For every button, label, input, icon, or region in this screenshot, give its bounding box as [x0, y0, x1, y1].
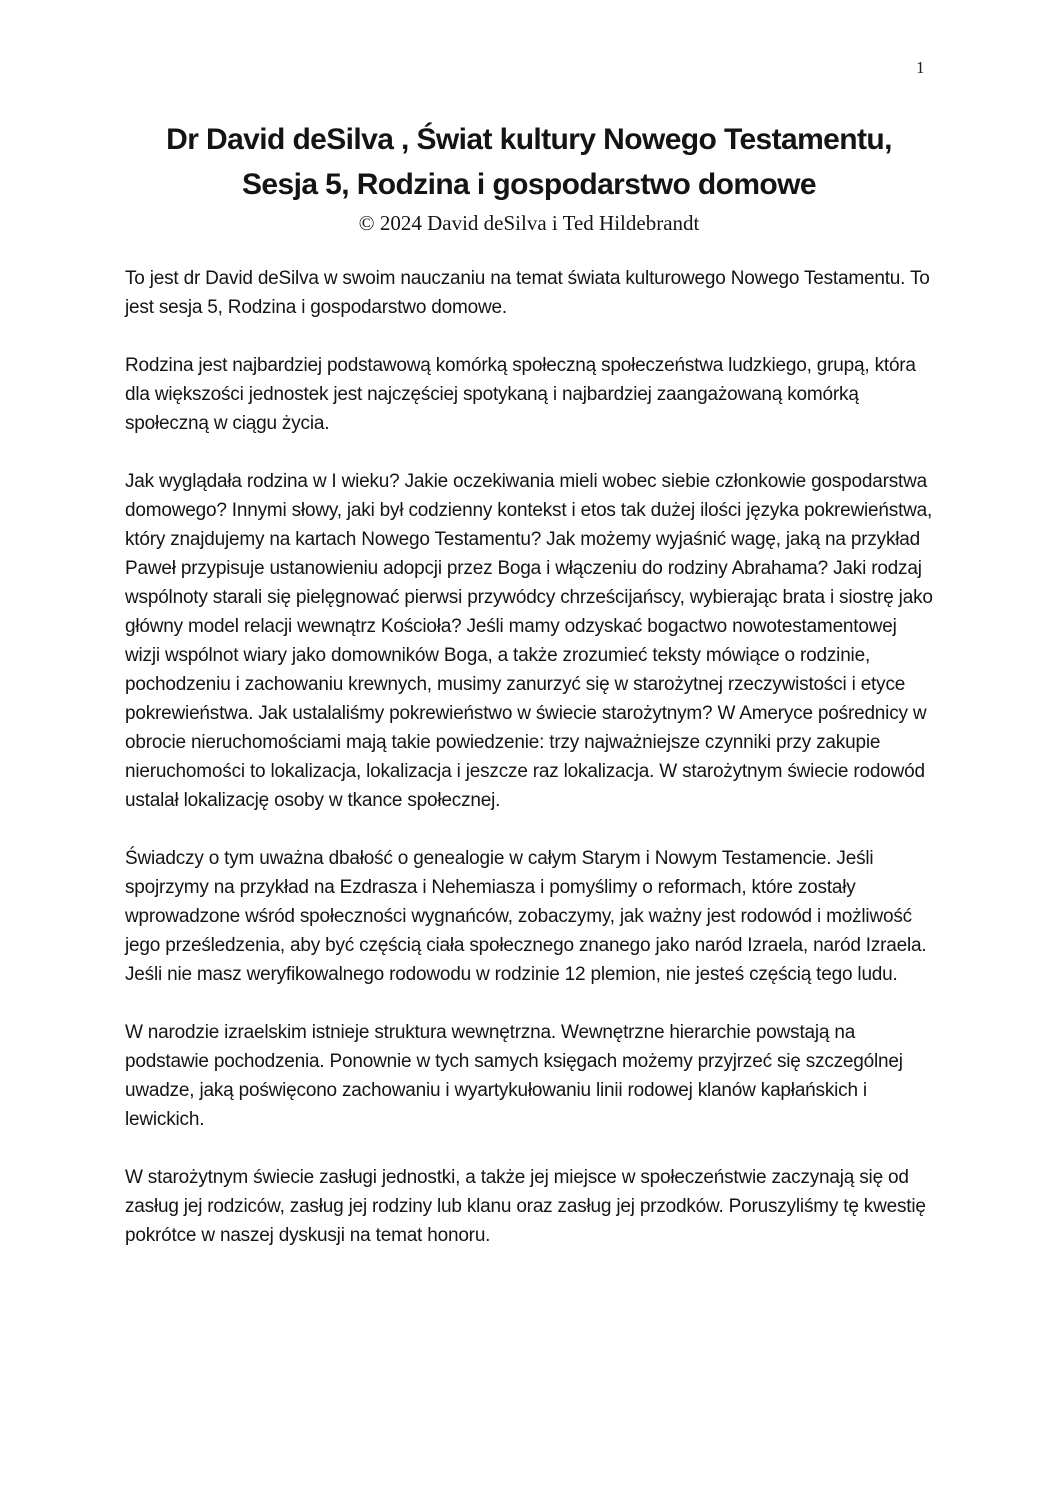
- paragraph-ancient-merit: W starożytnym świecie zasługi jednostki, a także jej miejsce w społeczeństwie zaczynają się od zasług jej rodziców, zasług jej rodziny lub klanu oraz zasług jej przodków. Poruszyliśmy tę kwestię pokrótce w naszej dyskusji na temat honoru.: [125, 1167, 926, 1246]
- paragraph-israel-structure: W narodzie izraelskim istnieje struktura wewnętrzna. Wewnętrzne hierarchie powstają na podstawie pochodzenia. Ponownie w tych samych księgach możemy przyjrzeć się szczególnej uwadze, jaką poświęcono zachowaniu i wyartykułowaniu linii rodowej klanów kapłańskich i lewickich.: [125, 1022, 903, 1130]
- page-number: 1: [916, 58, 925, 77]
- paragraph-family-basic-unit: Rodzina jest najbardziej podstawową komórką społeczną społeczeństwa ludzkiego, grupą, która dla większości jednostek jest najczęściej spotykaną i najbardziej zaangażowaną komórką społeczną w ciągu życia.: [125, 355, 916, 434]
- body-text: [125, 264, 933, 1250]
- document-title: Dr David deSilva , Świat kultury Nowego Testamentu, Sesja 5, Rodzina i gospodarstwo domowe: [166, 123, 892, 201]
- paragraph-first-century-family: Jak wyglądała rodzina w I wieku? Jakie oczekiwania mieli wobec siebie członkowie gospodarstwa domowego? Innymi słowy, jaki był codzienny kontekst i etos tak dużej ilości języka pokrewieństwa, który znajdujemy na kartach Nowego Testamentu? Jak możemy wyjaśnić wagę, jaką na przykład Paweł przypisuje ustanowieniu adopcji przez Boga i włączeniu do rodziny Abrahama? Jaki rodzaj wspólnoty starali się pielęgnować pierwsi przywódcy chrześcijańscy, wybierając brata i siostrę jako główny model relacji wewnątrz Kościoła? Jeśli mamy odzyskać bogactwo nowotestamentowej wizji wspólnot wiary jako domowników Boga, a także zrozumieć teksty mówiące o rodzinie, pochodzeniu i zachowaniu krewnych, musimy zanurzyć się w starożytnej rzeczywistości i etyce pokrewieństwa. Jak ustalaliśmy pokrewieństwo w świecie starożytnym? W Ameryce pośrednicy w obrocie nieruchomościami mają takie powiedzenie: trzy najważniejsze czynniki przy zakupie nieruchomości to lokalizacja, lokalizacja i jeszcze raz lokalizacja. W starożytnym świecie rodowód ustalał lokalizację osoby w tkance społecznej.: [125, 471, 933, 811]
- paragraph-genealogies: Świadczy o tym uważna dbałość o genealogie w całym Starym i Nowym Testamencie. Jeśli spojrzymy na przykład na Ezdrasza i Nehemiasza i pomyślimy o reformach, które zostały wprowadzone wśród społeczności wygnańców, zobaczymy, jak ważny jest rodowód i możliwość jego prześledzenia, aby być częścią ciała społecznego znanego jako naród Izraela, naród Izraela. Jeśli nie masz weryfikowalnego rodowodu w rodzinie 12 plemion, nie jesteś częścią tego ludu.: [125, 848, 927, 985]
- paragraph-intro: To jest dr David deSilva w swoim nauczaniu na temat świata kulturowego Nowego Testamentu. To jest sesja 5, Rodzina i gospodarstwo domowe.: [125, 268, 930, 318]
- document-content: [125, 0, 933, 1250]
- copyright-line: © 2024 David deSilva i Ted Hildebrandt: [358, 211, 700, 235]
